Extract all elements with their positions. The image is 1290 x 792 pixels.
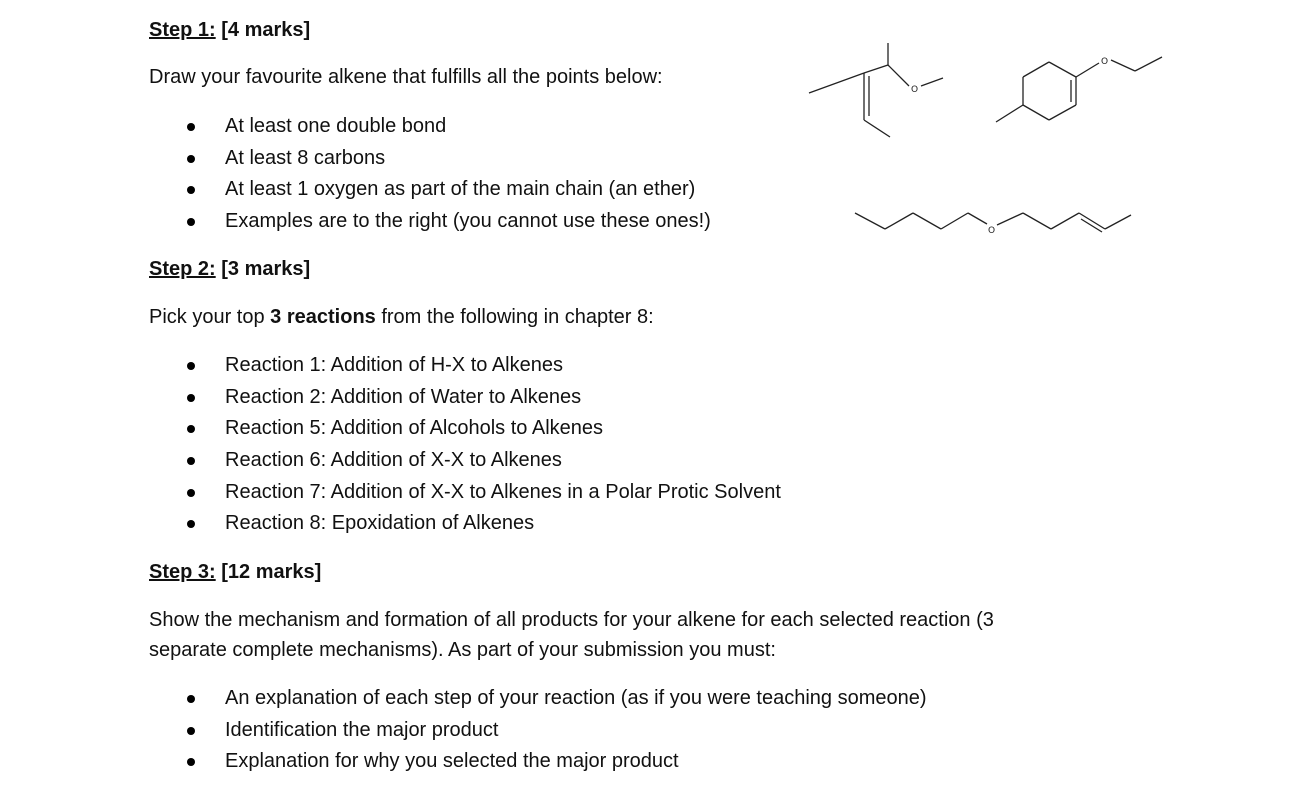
bullet-icon	[187, 218, 195, 226]
oxygen-atom-label: O	[988, 226, 996, 236]
bond	[1023, 213, 1051, 229]
bullet-icon	[187, 758, 195, 766]
step2-heading	[149, 257, 310, 281]
list-item: Reaction 2: Addition of Water to Alkenes	[0, 382, 781, 414]
bullet-icon	[187, 394, 195, 402]
list-item: Reaction 6: Addition of X-X to Alkenes	[0, 445, 781, 477]
step1-heading	[149, 18, 310, 42]
bullet-icon	[187, 425, 195, 433]
step2-marks: [3 marks]	[221, 258, 311, 280]
bond	[1105, 215, 1131, 229]
example-molecule-1	[800, 38, 940, 148]
bullet-icon	[187, 457, 195, 465]
step1-marks: [4 marks]	[221, 19, 311, 41]
list-item: Reaction 1: Addition of H-X to Alkenes	[0, 350, 781, 382]
step1-instruction: Draw your favourite alkene that fulfills all the points below:	[149, 66, 663, 88]
list-item: Reaction 7: Addition of X-X to Alkenes in a Polar Protic Solvent	[0, 477, 781, 509]
oxygen-atom-label: O	[1101, 57, 1109, 67]
bond	[1135, 57, 1162, 71]
list-item: At least one double bond	[0, 111, 711, 143]
list-item: At least 8 carbons	[0, 143, 711, 175]
bond	[855, 213, 885, 229]
step3-requirement-list	[0, 683, 927, 778]
bond	[997, 213, 1023, 225]
bond	[921, 78, 943, 86]
bond	[996, 105, 1023, 122]
step1-bullet-list	[0, 111, 711, 238]
list-item: Examples are to the right (you cannot use these ones!)	[0, 206, 711, 238]
bullet-icon	[187, 489, 195, 497]
list-item: Reaction 8: Epoxidation of Alkenes	[0, 508, 781, 540]
example-molecule-2	[990, 40, 1170, 140]
list-item: Reaction 5: Addition of Alcohols to Alkenes	[0, 413, 781, 445]
bond	[1023, 62, 1049, 77]
bond	[809, 73, 864, 93]
step3-marks: [12 marks]	[221, 561, 322, 583]
list-item: Identification the major product	[0, 715, 927, 747]
double-bond-line	[1079, 213, 1105, 229]
bullet-icon	[187, 727, 195, 735]
bond	[885, 213, 913, 229]
step2-instruction: Pick your top 3 reactions from the following in chapter 8:	[149, 306, 654, 328]
bond	[913, 213, 941, 229]
bond	[888, 65, 909, 86]
step3-instruction	[149, 605, 1079, 665]
list-item: Explanation for why you selected the major product	[0, 746, 927, 778]
bullet-icon	[187, 362, 195, 370]
list-item: An explanation of each step of your reaction (as if you were teaching someone)	[0, 683, 927, 715]
bond	[864, 65, 888, 73]
bond	[1076, 63, 1099, 77]
bullet-icon	[187, 186, 195, 194]
emphasis-text: 3 reactions	[270, 306, 376, 328]
bond	[968, 213, 987, 224]
bullet-icon	[187, 695, 195, 703]
bond	[1049, 105, 1076, 120]
step3-instruction-line2: separate complete mechanisms). As part of your submission you must:	[149, 639, 776, 661]
bullet-icon	[187, 123, 195, 131]
step3-instruction-line1: Show the mechanism and formation of all products for your alkene for each selected reaction (3	[149, 609, 994, 631]
step1-label: Step 1:	[149, 19, 216, 41]
bond	[941, 213, 968, 229]
bond	[1049, 62, 1076, 77]
list-item: At least 1 oxygen as part of the main chain (an ether)	[0, 174, 711, 206]
step3-label: Step 3:	[149, 561, 216, 583]
bullet-icon	[187, 155, 195, 163]
bond	[864, 120, 890, 137]
bond	[1051, 213, 1079, 229]
bond	[1111, 60, 1135, 71]
step2-label: Step 2:	[149, 258, 216, 280]
bond	[1023, 105, 1049, 120]
oxygen-atom-label: O	[911, 85, 919, 95]
example-molecule-3	[850, 205, 1140, 245]
step2-reaction-list	[0, 350, 781, 540]
bullet-icon	[187, 520, 195, 528]
step3-heading	[149, 560, 321, 584]
